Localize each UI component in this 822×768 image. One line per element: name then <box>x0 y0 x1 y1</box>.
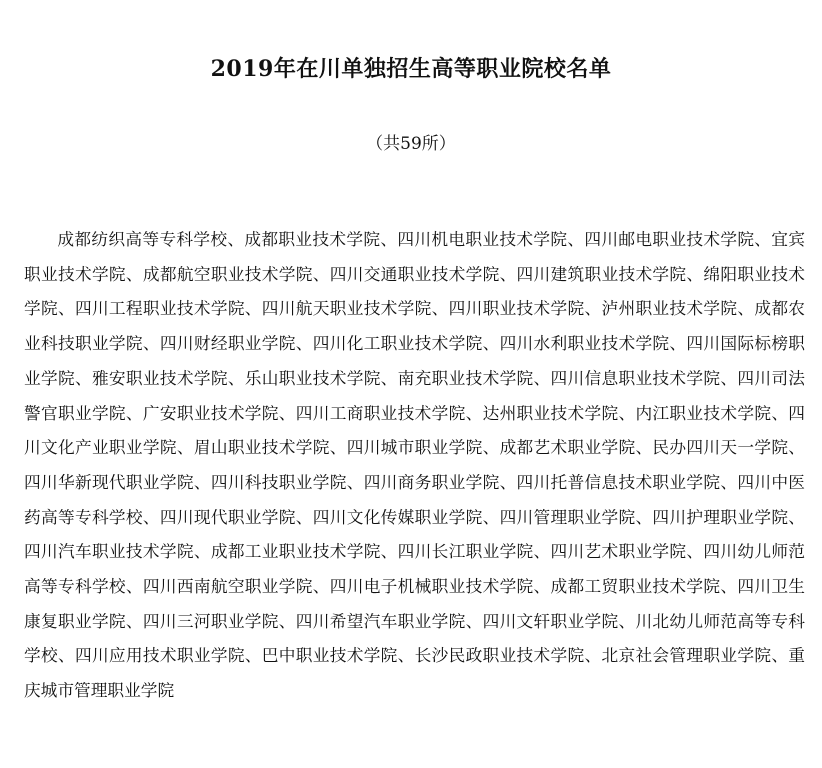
institution-list-paragraph: 成都纺织高等专科学校、成都职业技术学院、四川机电职业技术学院、四川邮电职业技术学院、宜宾职业技术学院、成都航空职业技术学院、四川交通职业技术学院、四川建筑职业技术学院、绵阳职业技术学院、四川工程职业技术学院、四川航天职业技术学院、四川职业技术学院、泸州职业技术学院、成都农业科技职业学院、四川财经职业学院、四川化工职业技术学院、四川水利职业技术学院、四川国际标榜职业学院、雅安职业技术学院、乐山职业技术学院、南充职业技术学院、四川信息职业技术学院、四川司法警官职业学院、广安职业技术学院、四川工商职业技术学院、达州职业技术学院、内江职业技术学院、四川文化产业职业学院、眉山职业技术学院、四川城市职业学院、成都艺术职业学院、民办四川天一学院、四川华新现代职业学院、四川科技职业学院、四川商务职业学院、四川托普信息技术职业学院、四川中医药高等专科学校、四川现代职业学院、四川文化传媒职业学院、四川管理职业学院、四川护理职业学院、四川汽车职业技术学院、成都工业职业技术学院、四川长江职业学院、四川艺术职业学院、四川幼儿师范高等专科学校、四川西南航空职业学院、四川电子机械职业技术学院、成都工贸职业技术学院、四川卫生康复职业学院、四川三河职业学院、四川希望汽车职业学院、四川文轩职业学院、川北幼儿师范高等专科学校、四川应用技术职业学院、巴中职业技术学院、长沙民政职业技术学院、北京社会管理职业学院、重庆城市管理职业学院 <box>24 229 805 701</box>
document-subtitle: （共59所） <box>366 134 456 154</box>
document-title: 2019年在川单独招生高等职业院校名单 <box>210 55 612 82</box>
